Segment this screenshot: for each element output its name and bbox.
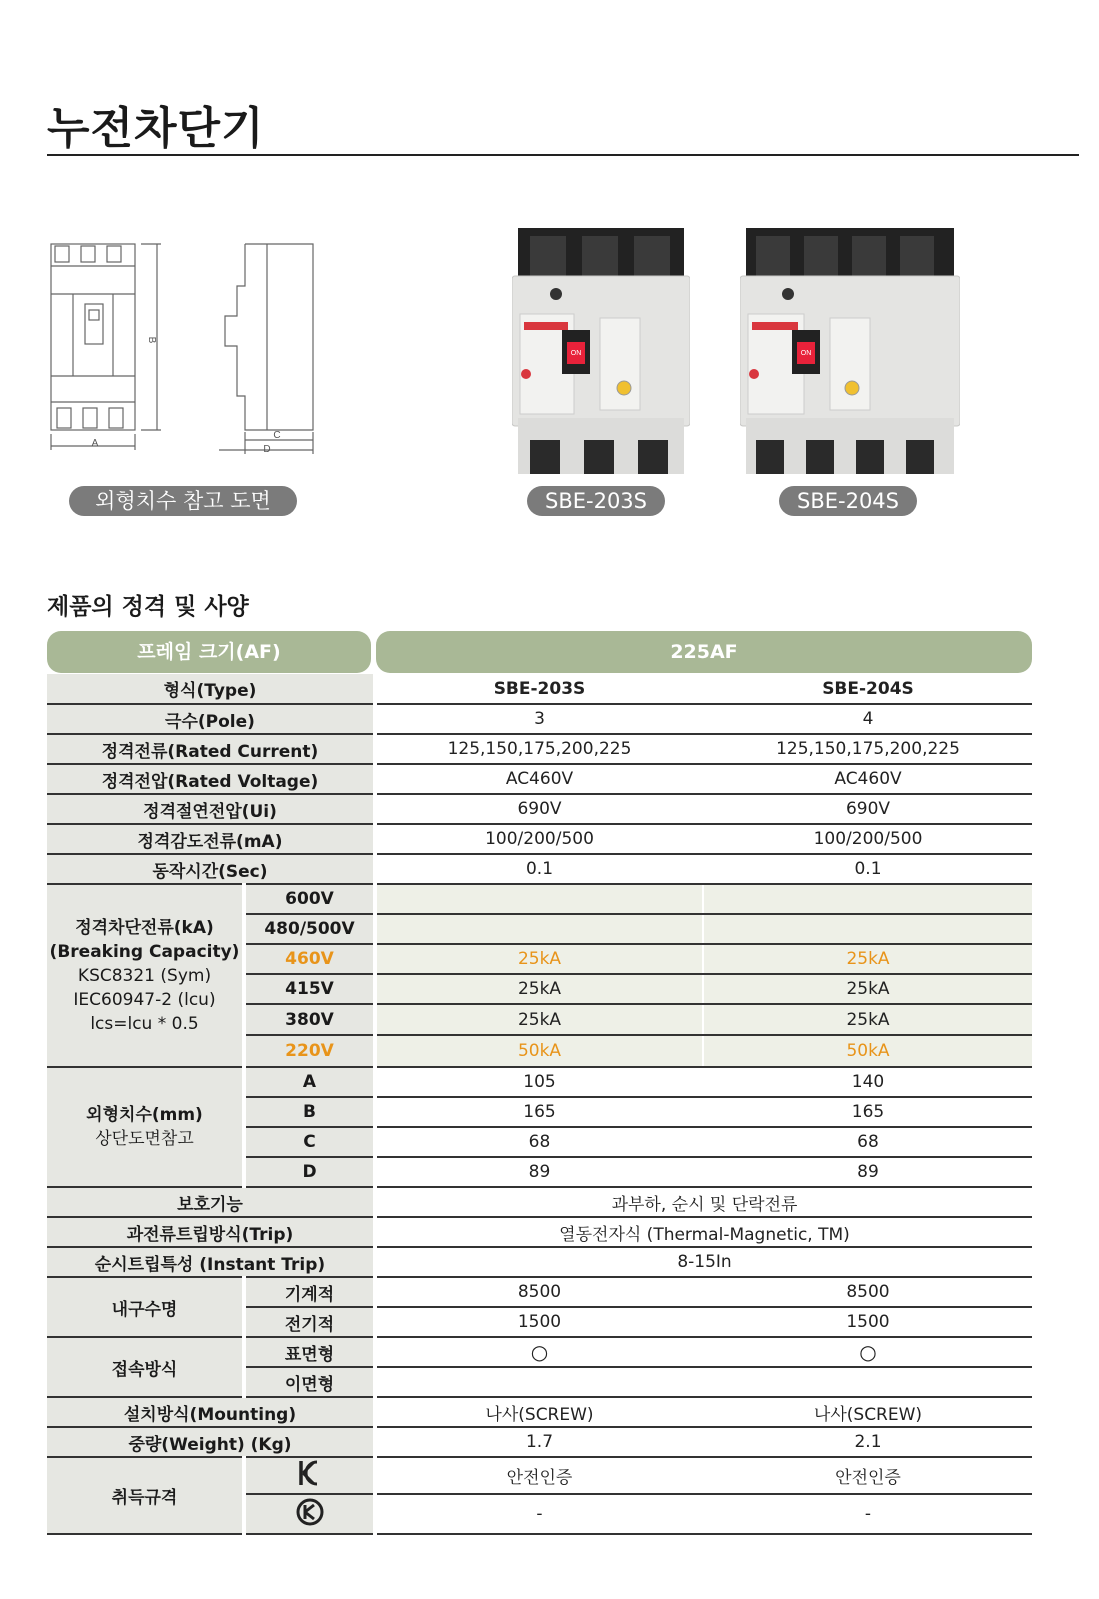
cell-value: 과부하, 순시 및 단락전류	[375, 1187, 1032, 1217]
frame-size-label: 프레임 크기(AF)	[47, 631, 371, 673]
cell-value: 2.1	[703, 1427, 1032, 1457]
dims-line-1: 외형치수(mm)	[86, 1105, 203, 1125]
cell-value: 125,150,175,200,225	[375, 734, 703, 764]
section-title: 제품의 정격 및 사양	[47, 594, 249, 620]
breaking-line-4: IEC60947-2 (lcu)	[73, 989, 216, 1010]
cell-value	[375, 1367, 703, 1397]
cell-value: 100/200/500	[375, 824, 703, 854]
table-row	[47, 1427, 1032, 1457]
row-label: 동작시간(Sec)	[47, 854, 375, 884]
cell-value: AC460V	[375, 764, 703, 794]
cell-value: 89	[375, 1157, 703, 1187]
row-label: 정격전압(Rated Voltage)	[47, 764, 375, 794]
row-label: 접속방식	[47, 1337, 244, 1397]
cell-value: 8500	[703, 1277, 1032, 1307]
table-row	[47, 764, 1032, 794]
table-row	[47, 1277, 1032, 1307]
row-label: 중량(Weight) (Kg)	[47, 1427, 375, 1457]
kc-mark-icon	[244, 1457, 375, 1494]
cell-value	[703, 1367, 1032, 1397]
sub-label: 600V	[244, 884, 375, 914]
title-divider	[47, 154, 1079, 156]
cell-value: -	[703, 1494, 1032, 1534]
drawing-label: 외형치수 참고 도면	[69, 486, 297, 516]
cell-value	[375, 914, 703, 944]
k-mark-icon	[244, 1494, 375, 1534]
cell-value: 1.7	[375, 1427, 703, 1457]
product1-label: SBE-203S	[527, 486, 665, 516]
breaking-capacity-label	[47, 884, 244, 1067]
cell-value: 68	[703, 1127, 1032, 1157]
cell-value: 0.1	[703, 854, 1032, 884]
table-row	[47, 674, 1032, 704]
sub-label: 380V	[244, 1004, 375, 1035]
sub-label: 460V	[244, 944, 375, 974]
sub-label: D	[244, 1157, 375, 1187]
row-label: 형식(Type)	[47, 674, 375, 704]
cell-value: 3	[375, 704, 703, 734]
sub-label: B	[244, 1097, 375, 1127]
table-row	[47, 1337, 1032, 1367]
cell-value: ○	[703, 1337, 1032, 1367]
table-row	[47, 794, 1032, 824]
table-row	[47, 734, 1032, 764]
cell-value: 4	[703, 704, 1032, 734]
dimension-drawing	[45, 236, 325, 458]
row-label: 극수(Pole)	[47, 704, 375, 734]
cell-value: 125,150,175,200,225	[703, 734, 1032, 764]
cell-value: 89	[703, 1157, 1032, 1187]
sub-label: A	[244, 1067, 375, 1097]
table-row	[47, 1247, 1032, 1277]
cell-value: 1500	[375, 1307, 703, 1337]
table-row	[47, 1397, 1032, 1427]
cell-value: 0.1	[375, 854, 703, 884]
table-row	[47, 704, 1032, 734]
breaking-line-2: (Breaking Capacity)	[49, 941, 240, 962]
cell-value: 25kA	[703, 974, 1032, 1004]
table-row	[47, 824, 1032, 854]
product2-label: SBE-204S	[779, 486, 917, 516]
dim-d-label: D	[263, 444, 271, 455]
table-row	[47, 1457, 1032, 1494]
sub-label: 전기적	[244, 1307, 375, 1337]
cell-value: 나사(SCREW)	[375, 1397, 703, 1427]
cell-value: SBE-204S	[703, 674, 1032, 704]
sub-label: C	[244, 1127, 375, 1157]
cell-value: SBE-203S	[375, 674, 703, 704]
sub-label: 480/500V	[244, 914, 375, 944]
cell-value: 690V	[703, 794, 1032, 824]
cell-value: 25kA	[375, 974, 703, 1004]
cell-value: 50kA	[375, 1035, 703, 1067]
cell-value	[703, 884, 1032, 914]
product-image-sbe-203s	[512, 222, 690, 478]
dim-c-label: C	[273, 430, 281, 441]
cell-value: 25kA	[703, 944, 1032, 974]
spec-table	[47, 674, 1032, 1535]
cell-value: 8500	[375, 1277, 703, 1307]
cell-value	[375, 884, 703, 914]
row-label: 과전류트립방식(Trip)	[47, 1217, 375, 1247]
product2-on-label: ON	[800, 350, 812, 357]
cell-value	[703, 914, 1032, 944]
sub-label: 415V	[244, 974, 375, 1004]
sub-label: 기계적	[244, 1277, 375, 1307]
cell-value: 25kA	[703, 1004, 1032, 1035]
dims-line-2: 상단도면참고	[95, 1129, 194, 1149]
cell-value: 165	[703, 1097, 1032, 1127]
sub-label: 표면형	[244, 1337, 375, 1367]
table-row	[47, 1217, 1032, 1247]
sub-label: 220V	[244, 1035, 375, 1067]
cell-value: AC460V	[703, 764, 1032, 794]
cell-value: 68	[375, 1127, 703, 1157]
cell-value: 나사(SCREW)	[703, 1397, 1032, 1427]
cell-value: 690V	[375, 794, 703, 824]
row-label: 취득규격	[47, 1457, 244, 1534]
dimensions-label	[47, 1067, 244, 1187]
row-label: 내구수명	[47, 1277, 244, 1337]
cell-value: 안전인증	[703, 1457, 1032, 1494]
row-label: 보호기능	[47, 1187, 375, 1217]
row-label: 정격절연전압(Ui)	[47, 794, 375, 824]
row-label: 정격전류(Rated Current)	[47, 734, 375, 764]
cell-value: 8-15In	[375, 1247, 1032, 1277]
breaking-line-3: KSC8321 (Sym)	[77, 965, 212, 986]
cell-value: 100/200/500	[703, 824, 1032, 854]
frame-size-value: 225AF	[376, 631, 1032, 673]
table-row	[47, 884, 1032, 914]
cell-value: 165	[375, 1097, 703, 1127]
row-label: 정격감도전류(mA)	[47, 824, 375, 854]
dim-b-label: B	[146, 336, 157, 344]
cell-value: 50kA	[703, 1035, 1032, 1067]
cell-value: -	[375, 1494, 703, 1534]
page-title: 누전차단기	[47, 103, 265, 154]
cell-value: 140	[703, 1067, 1032, 1097]
table-row	[47, 854, 1032, 884]
product1-on-label: ON	[570, 350, 582, 357]
cell-value: 105	[375, 1067, 703, 1097]
cell-value: ○	[375, 1337, 703, 1367]
cell-value: 25kA	[375, 1004, 703, 1035]
sub-label: 이면형	[244, 1367, 375, 1397]
breaking-line-1: 정격차단전류(kA)	[75, 917, 214, 938]
cell-value: 안전인증	[375, 1457, 703, 1494]
cell-value: 25kA	[375, 944, 703, 974]
product-image-sbe-204s	[740, 222, 960, 478]
table-row	[47, 1187, 1032, 1217]
table-row	[47, 1067, 1032, 1097]
cell-value: 열동전자식 (Thermal-Magnetic, TM)	[375, 1217, 1032, 1247]
breaking-line-5: lcs=lcu * 0.5	[90, 1013, 199, 1034]
row-label: 순시트립특성 (Instant Trip)	[47, 1247, 375, 1277]
row-label: 설치방식(Mounting)	[47, 1397, 375, 1427]
cell-value: 1500	[703, 1307, 1032, 1337]
dim-a-label: A	[91, 438, 99, 449]
